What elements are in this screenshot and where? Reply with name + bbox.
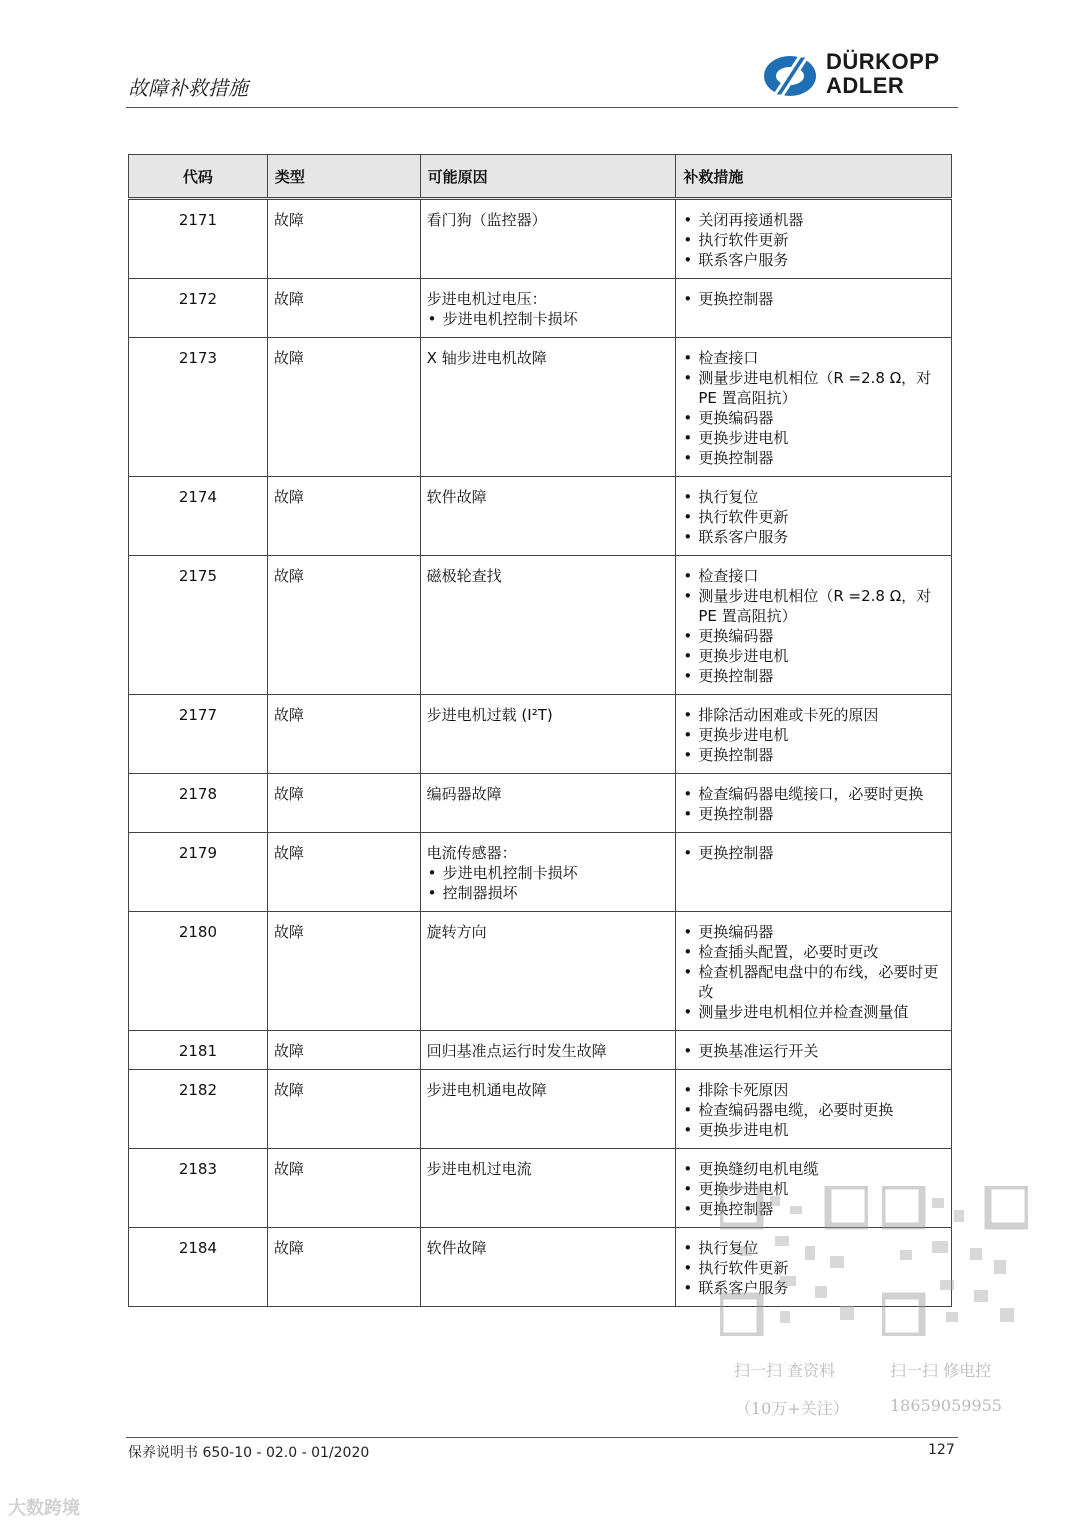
remedy-list (682, 289, 945, 309)
remedy-cell (676, 556, 952, 695)
fault-type: 故障 (267, 279, 420, 338)
table-row (129, 477, 952, 556)
fault-type: 故障 (267, 1070, 420, 1149)
table-row (129, 338, 952, 477)
fault-type: 故障 (267, 1031, 420, 1070)
remedy-cell (676, 1070, 952, 1149)
column-header-cause: 可能原因 (420, 155, 676, 199)
cause-text: 步进电机过电压： (426, 290, 547, 308)
cause-detail-item: • 步进电机控制卡损坏 (427, 863, 670, 883)
possible-cause (420, 1149, 676, 1228)
possible-cause (420, 279, 676, 338)
fault-type: 故障 (267, 1149, 420, 1228)
page-section-title: 故障补救措施 (128, 76, 248, 100)
possible-cause (420, 695, 676, 774)
remedy-item: • 检查编码器电缆接口，必要时更换 (682, 784, 945, 804)
remedy-list (682, 1041, 945, 1061)
remedy-item: • 更换编码器 (682, 408, 945, 428)
remedy-item: • 执行复位 (682, 487, 945, 507)
possible-cause (420, 774, 676, 833)
remedy-list (682, 1080, 945, 1140)
cause-text: 看门狗（监控器） (426, 211, 547, 229)
remedy-item: • 联系客户服务 (682, 250, 945, 270)
remedy-item: • 测量步进电机相位（R =2.8 Ω，对 PE 置高阻抗） (682, 586, 945, 626)
remedy-item: • 联系客户服务 (682, 1278, 945, 1298)
remedy-cell (676, 774, 952, 833)
watermark-caption-right-1: 扫一扫 修电控 (890, 1361, 992, 1380)
remedy-item: • 检查插头配置，必要时更改 (682, 942, 945, 962)
remedy-item: • 联系客户服务 (682, 527, 945, 547)
fault-code: 2171 (129, 199, 268, 279)
fault-code: 2174 (129, 477, 268, 556)
possible-cause (420, 556, 676, 695)
footer-document-id: 保养说明书 650-10 - 02.0 - 01/2020 (128, 1445, 370, 1461)
cause-text: 软件故障 (426, 1239, 487, 1257)
remedy-cell (676, 695, 952, 774)
remedy-item: • 测量步进电机相位（R =2.8 Ω，对 PE 置高阻抗） (682, 368, 945, 408)
remedy-list (682, 487, 945, 547)
qr-code-watermark-left (720, 1186, 868, 1336)
fault-type: 故障 (267, 556, 420, 695)
remedy-item: • 检查编码器电缆，必要时更换 (682, 1100, 945, 1120)
possible-cause (420, 1228, 676, 1307)
remedy-item: • 更换编码器 (682, 922, 945, 942)
cause-detail-list (427, 309, 670, 329)
remedy-item: • 更换编码器 (682, 626, 945, 646)
fault-code: 2179 (129, 833, 268, 912)
fault-type: 故障 (267, 912, 420, 1031)
watermark-caption-left-1: 扫一扫 查资料 (734, 1361, 836, 1380)
remedy-item: • 更换控制器 (682, 804, 945, 824)
fault-code: 2183 (129, 1149, 268, 1228)
remedy-item: • 更换步进电机 (682, 1120, 945, 1140)
remedy-item: • 检查机器配电盘中的布线，必要时更改 (682, 962, 945, 1002)
cause-detail-item: • 控制器损坏 (427, 883, 670, 903)
page-number: 127 (928, 1442, 955, 1458)
table-row (129, 556, 952, 695)
footer-divider (126, 1437, 958, 1438)
remedy-item: • 排除卡死原因 (682, 1080, 945, 1100)
remedy-item: • 更换缝纫电机电缆 (682, 1159, 945, 1179)
logo-line-1: DÜRKOPP (826, 49, 940, 74)
remedy-item: • 检查接口 (682, 566, 945, 586)
remedy-item: • 排除活动困难或卡死的原因 (682, 705, 945, 725)
table-row (129, 279, 952, 338)
table-header-row (129, 155, 952, 199)
remedy-item: • 测量步进电机相位并检查测量值 (682, 1002, 945, 1022)
column-header-remedy: 补救措施 (676, 155, 952, 199)
fault-code: 2184 (129, 1228, 268, 1307)
remedy-item: • 更换步进电机 (682, 1179, 945, 1199)
remedy-list (682, 784, 945, 824)
cause-text: 步进电机过载 (I²T) (426, 706, 553, 724)
durkopp-adler-logo (760, 50, 960, 100)
table-row (129, 695, 952, 774)
remedy-cell (676, 338, 952, 477)
possible-cause (420, 1070, 676, 1149)
column-header-type: 类型 (267, 155, 420, 199)
remedy-item: • 更换步进电机 (682, 428, 945, 448)
fault-type: 故障 (267, 695, 420, 774)
fault-code: 2175 (129, 556, 268, 695)
cause-detail-list (427, 863, 670, 903)
fault-code: 2172 (129, 279, 268, 338)
column-header-code: 代码 (129, 155, 268, 199)
remedy-item: • 执行软件更新 (682, 1258, 945, 1278)
fault-type: 故障 (267, 338, 420, 477)
table-row (129, 1031, 952, 1070)
cause-text: 步进电机通电故障 (426, 1081, 547, 1099)
cause-text: X 轴步进电机故障 (426, 349, 547, 367)
possible-cause (420, 199, 676, 279)
remedy-cell (676, 833, 952, 912)
cause-detail-item: • 步进电机控制卡损坏 (427, 309, 670, 329)
remedy-list (682, 348, 945, 468)
logo-line-2: ADLER (826, 73, 905, 98)
remedy-item: • 更换控制器 (682, 666, 945, 686)
fault-type: 故障 (267, 477, 420, 556)
remedy-item: • 更换基准运行开关 (682, 1041, 945, 1061)
remedy-list (682, 705, 945, 765)
table-row (129, 774, 952, 833)
fault-type: 故障 (267, 199, 420, 279)
watermark-caption-left-2: （10万+关注） (735, 1399, 849, 1418)
remedy-item: • 执行软件更新 (682, 230, 945, 250)
remedy-list (682, 843, 945, 863)
logo-mark-icon (760, 50, 822, 100)
remedy-cell (676, 279, 952, 338)
table-row (129, 199, 952, 279)
fault-code: 2180 (129, 912, 268, 1031)
remedy-item: • 执行软件更新 (682, 507, 945, 527)
possible-cause (420, 912, 676, 1031)
cause-text: 步进电机过电流 (426, 1160, 532, 1178)
remedy-cell (676, 199, 952, 279)
fault-type: 故障 (267, 833, 420, 912)
table-row (129, 912, 952, 1031)
fault-type: 故障 (267, 774, 420, 833)
fault-code: 2177 (129, 695, 268, 774)
cause-text: 旋转方向 (426, 923, 487, 941)
possible-cause (420, 477, 676, 556)
header-divider (126, 107, 958, 108)
fault-code: 2182 (129, 1070, 268, 1149)
table-row (129, 833, 952, 912)
possible-cause (420, 1031, 676, 1070)
fault-code: 2173 (129, 338, 268, 477)
remedy-item: • 更换步进电机 (682, 725, 945, 745)
remedy-cell (676, 477, 952, 556)
remedy-item: • 更换控制器 (682, 1199, 945, 1219)
remedy-list (682, 210, 945, 270)
fault-code-table (128, 154, 952, 1307)
remedy-item: • 更换控制器 (682, 745, 945, 765)
remedy-list (682, 922, 945, 1022)
remedy-item: • 执行复位 (682, 1238, 945, 1258)
remedy-item: • 更换步进电机 (682, 646, 945, 666)
fault-code: 2178 (129, 774, 268, 833)
fault-type: 故障 (267, 1228, 420, 1307)
remedy-item: • 关闭再接通机器 (682, 210, 945, 230)
fault-code: 2181 (129, 1031, 268, 1070)
remedy-item: • 更换控制器 (682, 448, 945, 468)
qr-code-watermark-right (882, 1186, 1028, 1336)
cause-text: 编码器故障 (426, 785, 502, 803)
remedy-cell (676, 1031, 952, 1070)
cause-text: 软件故障 (426, 488, 487, 506)
table-row (129, 1070, 952, 1149)
remedy-item: • 更换控制器 (682, 289, 945, 309)
remedy-item: • 检查接口 (682, 348, 945, 368)
remedy-item: • 更换控制器 (682, 843, 945, 863)
corner-watermark: 大数跨境 (8, 1498, 80, 1519)
possible-cause (420, 833, 676, 912)
cause-text: 磁极轮查找 (426, 567, 502, 585)
watermark-caption-right-2: 18659059955 (890, 1396, 1002, 1415)
cause-text: 电流传感器： (426, 844, 517, 862)
cause-text: 回归基准点运行时发生故障 (426, 1042, 607, 1060)
remedy-list (682, 566, 945, 686)
possible-cause (420, 338, 676, 477)
remedy-cell (676, 912, 952, 1031)
